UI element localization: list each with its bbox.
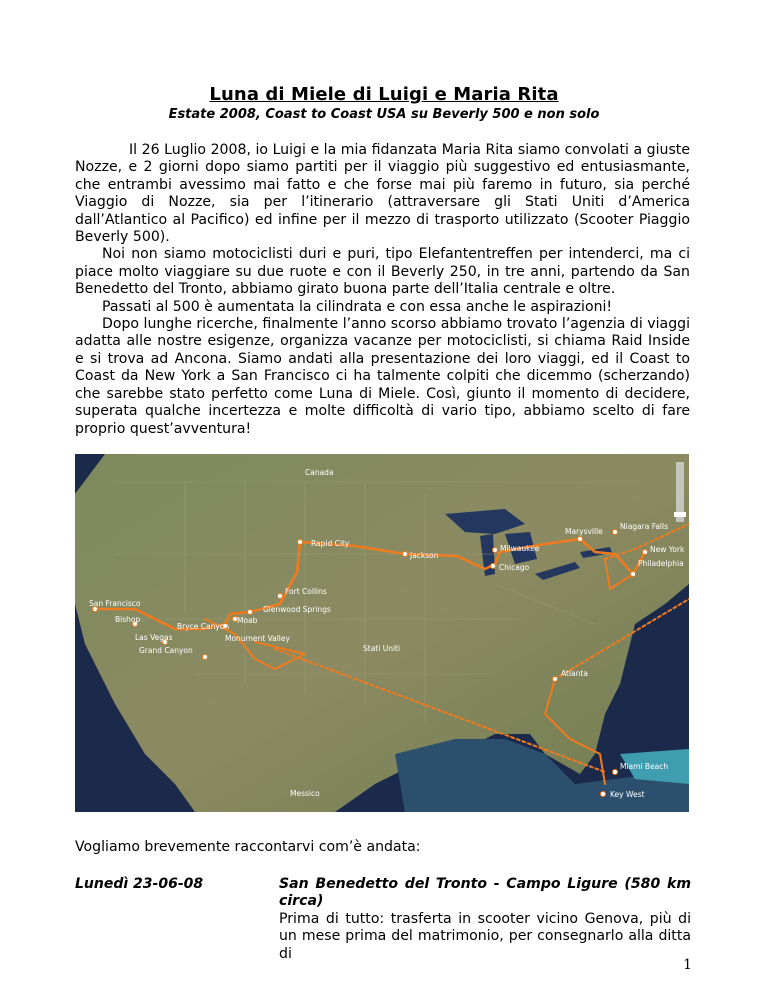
label-chicago: Chicago xyxy=(499,563,530,572)
label-san-francisco: San Francisco xyxy=(89,599,141,608)
label-stati-uniti: Stati Uniti xyxy=(363,644,401,653)
label-key-west: Key West xyxy=(610,790,645,799)
entry-date: Lunedì 23-06-08 xyxy=(75,876,204,892)
label-moab: Moab xyxy=(237,616,258,625)
label-miami-beach: Miami Beach xyxy=(620,762,669,771)
label-grand-canyon: Grand Canyon xyxy=(139,646,193,655)
label-marysville: Marysville xyxy=(565,527,603,536)
label-monument-valley: Monument Valley xyxy=(225,634,290,643)
entry-block xyxy=(279,876,691,963)
label-las-vegas: Las Vegas xyxy=(135,633,173,642)
route-map-image xyxy=(75,454,689,812)
label-rapid-city: Rapid City xyxy=(311,539,350,548)
label-new-york: New York xyxy=(650,545,685,554)
paragraph-4: Dopo lunghe ricerche, finalmente l’anno scorso abbiamo trovato l’agenzia di viaggi adatta alle nostre esigenze, organizza vacanze per motociclisti, si chiama Raid Inside e si trova ad Ancona. Siamo andati alla presentazione dei loro viaggi, ed il Coast to Coast da New York a San Francisco ci ha talmente colpiti che dicemmo (scherzando) che sarebbe stato perfetto come Luna di Miele. Così, giunto il momento di decidere, superata qualche incertezza e molte difficoltà di vario tipo, abbiamo scelto di fare proprio quest’avventura! xyxy=(75,316,690,437)
label-messico: Messico xyxy=(290,789,320,798)
entry-heading: San Benedetto del Tronto - Campo Ligure (580 km circa) xyxy=(279,876,691,910)
document-subtitle: Estate 2008, Coast to Coast USA su Beverly 500 e non solo xyxy=(168,107,600,122)
entry-text: Prima di tutto: trasferta in scooter vicino Genova, più di un mese prima del matrimonio, per consegnarlo alla ditta di xyxy=(279,910,691,962)
paragraph-2: Noi non siamo motociclisti duri e puri, tipo Elefantentreffen per intenderci, ma ci piace molto viaggiare su due ruote e con il Beverly 250, in tre anni, partendo da San Benedetto del Tronto, abbiamo girato buona parte dell’Italia centrale e oltre. xyxy=(75,246,690,298)
label-milwaukee: Milwaukee xyxy=(500,544,540,553)
route-map-svg xyxy=(75,454,689,812)
label-atlanta: Atlanta xyxy=(561,669,588,678)
label-glenwood-springs: Glenwood Springs xyxy=(263,605,331,614)
body-text xyxy=(75,142,690,438)
label-philadelphia: Philadelphia xyxy=(638,559,684,568)
paragraph-3: Passati al 500 è aumentata la cilindrata e con essa anche le aspirazioni! xyxy=(102,298,613,315)
page-number: 1 xyxy=(683,957,692,973)
document-title: Luna di Miele di Luigi e Maria Rita xyxy=(209,84,559,105)
zoom-handle[interactable] xyxy=(674,512,686,517)
label-bryce-canyon: Bryce Canyon xyxy=(177,622,230,631)
intro-line: Vogliamo brevemente raccontarvi com’è andata: xyxy=(75,839,421,855)
paragraph-1: Il 26 Luglio 2008, io Luigi e la mia fidanzata Maria Rita siamo convolati a giuste Nozze, e 2 giorni dopo siamo partiti per il viaggio più suggestivo ed entusiasmante, che entrambi avessimo mai fatto e che forse mai più faremo in futuro, sia perché Viaggio di Nozze, sia per l’itinerario (attraversare gli Stati Uniti d’America dall’Atlantico al Pacifico) ed infine per il mezzo di trasporto utilizzato (Scooter Piaggio Beverly 500). xyxy=(75,142,690,246)
label-bishop: Bishop xyxy=(115,615,141,624)
label-niagara-falls: Niagara Falls xyxy=(620,522,669,531)
label-jackson: Jackson xyxy=(410,551,439,560)
label-canada: Canada xyxy=(305,468,334,477)
label-fort-collins: Fort Collins xyxy=(285,587,327,596)
